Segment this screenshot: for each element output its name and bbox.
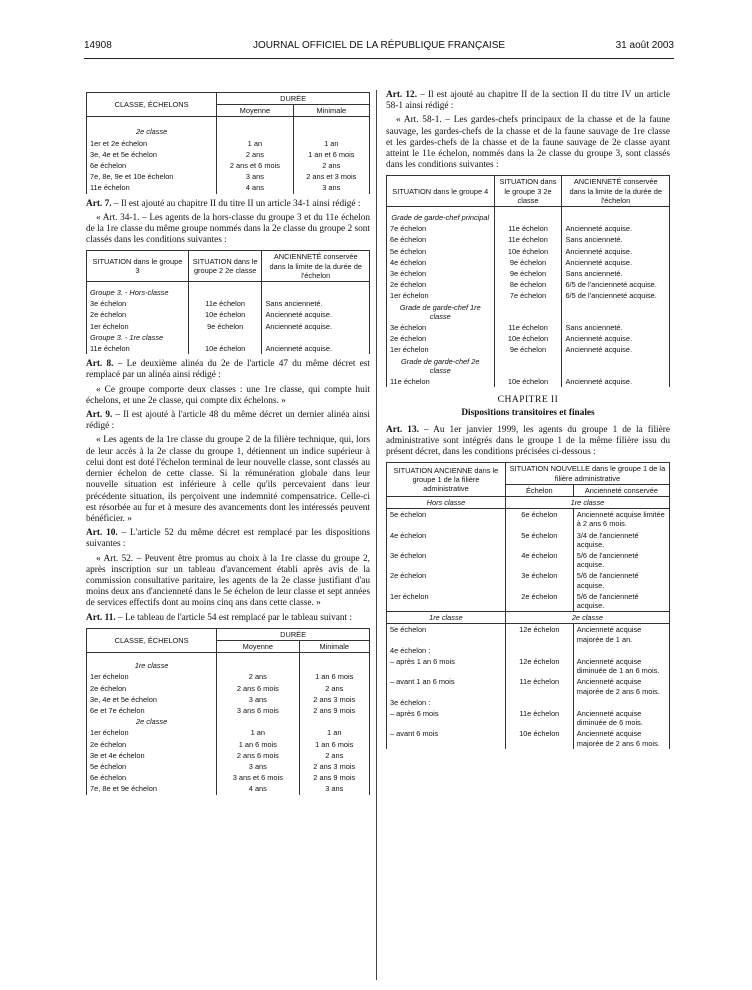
table-row: [387, 624, 670, 645]
th-classe: CLASSE, ÉCHELONS: [87, 628, 217, 652]
table-cell: 2e échelon: [387, 279, 495, 290]
table-cell: Ancienneté acquise majorée de 2 ans 6 mois.: [573, 728, 669, 748]
table-cell: Ancienneté acquise.: [262, 309, 370, 320]
table-cell: [573, 645, 669, 656]
table-cell: Sans ancienneté.: [562, 268, 670, 279]
table-cell: 2 ans 3 mois: [299, 761, 370, 772]
table-cell: 5/6 de l'ancienneté acquise.: [573, 591, 669, 612]
table-cell: Ancienneté acquise.: [562, 257, 670, 268]
group-label: 2e classe: [87, 117, 217, 138]
th-situation-ancienne: SITUATION ANCIENNE dans le groupe 1 de la filière administrative: [387, 463, 506, 497]
table-row: [87, 343, 370, 354]
table-cell: 1 an: [299, 727, 370, 738]
table-cell: 4e échelon: [387, 530, 506, 550]
table-row: [387, 344, 670, 355]
table-cell: Ancienneté acquise limitée à 2 ans 6 mois.: [573, 509, 669, 530]
table-row: [87, 761, 370, 772]
group-label: Grade de garde-chef principal: [387, 207, 495, 224]
th-classe: CLASSE, ÉCHELONS: [87, 93, 217, 117]
th-moyenne: Moyenne: [217, 105, 293, 117]
table-row: [387, 697, 670, 708]
table-cell: 7e échelon: [387, 223, 495, 234]
chapter-title: Dispositions transitoires et finales: [461, 408, 595, 419]
table-row: [387, 376, 670, 387]
issue-date: 31 août 2003: [615, 40, 674, 51]
table-cell: 10e échelon: [505, 728, 573, 748]
table-cell: 3 ans: [217, 694, 299, 705]
table-cell: 3e échelon: [387, 322, 495, 333]
table-cell: 4 ans: [217, 783, 299, 794]
th-moyenne: Moyenne: [217, 640, 299, 652]
table-cell: 1er échelon: [87, 727, 217, 738]
table-cell: 5e échelon: [87, 761, 217, 772]
table-cell: 10e échelon: [494, 333, 562, 344]
table-row: [387, 570, 670, 590]
table-cell: 2e échelon: [87, 739, 217, 750]
th-anciennete: Ancienneté conservée: [573, 484, 669, 496]
table-row: [87, 671, 370, 682]
table-row: [87, 705, 370, 716]
table-cell: 9e échelon: [494, 257, 562, 268]
table-cell: Ancienneté acquise diminuée de 6 mois.: [573, 708, 669, 728]
table-cell: 2 ans 6 mois: [217, 683, 299, 694]
table-cell: 3 ans 6 mois: [217, 705, 299, 716]
table-cell: 6/5 de l'ancienneté acquise.: [562, 290, 670, 301]
table-cell: 1er et 2e échelon: [87, 138, 217, 149]
table-row: [387, 708, 670, 728]
table-cell: 11e échelon: [387, 376, 495, 387]
group-label: 2e classe: [505, 612, 669, 624]
table-row: [87, 321, 370, 332]
table-cell: Ancienneté acquise diminuée de 1 an 6 mois.: [573, 656, 669, 676]
table-cell: 2 ans 9 mois: [299, 705, 370, 716]
table-cell: 8e échelon: [494, 279, 562, 290]
table-cell: 11e échelon: [494, 223, 562, 234]
group-label: Hors classe: [387, 496, 506, 508]
art52-text: « Art. 52. – Peuvent être promus au choix à la 1re classe du groupe 2, après inscription sur un tableau d'avancement établi après avis de la commission consultative paritaire, les agents de la 2e classe justifiant d'au moins deux ans d'ancienneté dans le 5e échelon de leur classe et sept années de services effectifs dont au moins cinq ans dans cette classe. »: [86, 553, 370, 609]
table-row: [87, 138, 370, 149]
table-cell: Sans ancienneté.: [262, 298, 370, 309]
art12-text: – Il est ajouté au chapitre II de la section II du titre IV un article 58-1 ainsi rédigé :: [386, 90, 670, 112]
table-cell: 7e, 8e et 9e échelon: [87, 783, 217, 794]
art13-text: – Au 1er janvier 1999, les agents du groupe 1 de la filière administrative sont intégrés dans le groupe 1 de la même filière issu du présent décret, dans les conditions précisées ci-dessous :: [386, 424, 670, 458]
table-cell: Ancienneté acquise.: [562, 376, 670, 387]
table-cell: 3/4 de l'ancienneté acquise.: [573, 530, 669, 550]
table-row: [87, 739, 370, 750]
group-label: Groupe 3. - Hors-classe: [87, 282, 189, 299]
th-situation-g2: SITUATION dans le groupe 2 2e classe: [188, 251, 262, 282]
th-echelon: Échelon: [505, 484, 573, 496]
table-cell: 1 an 6 mois: [299, 739, 370, 750]
table-cell: 7e échelon: [494, 290, 562, 301]
table-cell: [505, 697, 573, 708]
table-row: [87, 171, 370, 182]
table-cell: [505, 645, 573, 656]
table-cell: 2 ans: [217, 671, 299, 682]
table-cell: 1 an: [217, 138, 293, 149]
table-cell: 5e échelon: [387, 246, 495, 257]
table-cell: 3 ans: [217, 171, 293, 182]
table-cell: 11e échelon: [188, 298, 262, 309]
table-cell: 3 ans: [299, 783, 370, 794]
table-cell: 6e échelon: [87, 772, 217, 783]
table-cell: 1 an: [293, 138, 369, 149]
table-cell: 7e, 8e, 9e et 10e échelon: [87, 171, 217, 182]
table-cell: 11e échelon: [505, 676, 573, 696]
table-row: [87, 309, 370, 320]
th-situation-nouvelle: SITUATION NOUVELLE dans le groupe 1 de la filière administrative: [505, 463, 669, 484]
table-row: [87, 694, 370, 705]
th-duree: DURÉE: [217, 628, 370, 640]
table-cell: Sans ancienneté.: [562, 234, 670, 245]
table-row: [387, 656, 670, 676]
table-cell: Sans ancienneté.: [562, 322, 670, 333]
table-cell: 2 ans: [293, 160, 369, 171]
table-cell: 3e et 4e échelon: [87, 750, 217, 761]
group-label: Grade de garde-chef 2e classe: [387, 356, 495, 376]
table-cell: 3e échelon: [87, 298, 189, 309]
table-integration: [386, 462, 670, 748]
table-cell: 6e échelon: [505, 509, 573, 530]
table-cell: 1er échelon: [87, 671, 217, 682]
table-row: [387, 333, 670, 344]
table-cell: 9e échelon: [494, 268, 562, 279]
table-duree-2: [86, 628, 370, 795]
art9-title: Art. 9.: [86, 410, 113, 421]
table-cell: 1er échelon: [387, 290, 495, 301]
table-cell: – après 1 an 6 mois: [387, 656, 506, 676]
th-situation-g3: SITUATION dans le groupe 3 2e classe: [494, 176, 562, 207]
group-label: Groupe 3. - 1re classe: [87, 332, 189, 343]
table-row: [87, 772, 370, 783]
table-row: [387, 223, 670, 234]
table-cell: Ancienneté acquise.: [562, 344, 670, 355]
art10-text: – L'article 52 du même décret est remplacé par les dispositions suivantes :: [86, 528, 370, 550]
table-cell: 3e échelon: [387, 550, 506, 570]
table-duree-1: [86, 92, 370, 194]
table-row: [387, 509, 670, 530]
group-label: 1re classe: [505, 496, 669, 508]
table-cell: 6e échelon: [387, 234, 495, 245]
th-minimale: Minimale: [299, 640, 370, 652]
table-cell: 10e échelon: [494, 376, 562, 387]
table-row: [87, 783, 370, 794]
table-cell: 1 an 6 mois: [299, 671, 370, 682]
table-cell: 2 ans et 3 mois: [293, 171, 369, 182]
table-cell: 11e échelon: [494, 322, 562, 333]
table-cell: Ancienneté acquise majorée de 2 ans 6 mois.: [573, 676, 669, 696]
table-cell: 3e, 4e et 5e échelon: [87, 694, 217, 705]
table-cell: 2e échelon: [87, 309, 189, 320]
table-cell: 1 an et 6 mois: [293, 149, 369, 160]
table-cell: 3 ans et 6 mois: [217, 772, 299, 783]
art58-1-text: « Art. 58-1. – Les gardes-chefs principaux de la chasse et de la faune sauvage, les gardes-chefs de la chasse et de la faune sauvage de 1re classe et les gardes-chefs de la chasse et de la faune sauvage de 2e classe ayant atteint le 11e échelon, nommés dans la 2e classe du groupe 3, sont classés dans les conditions suivantes :: [386, 115, 670, 171]
table-classement-groupe3: [86, 250, 370, 354]
table-cell: – avant 6 mois: [387, 728, 506, 748]
art8-title: Art. 8.: [86, 359, 114, 370]
table-cell: 1 an 6 mois: [217, 739, 299, 750]
table-row: [87, 727, 370, 738]
table-cell: 10e échelon: [494, 246, 562, 257]
table-cell: – avant 1 an 6 mois: [387, 676, 506, 696]
table-cell: Ancienneté acquise.: [262, 321, 370, 332]
table-cell: 11e échelon: [505, 708, 573, 728]
table-cell: Ancienneté acquise majorée de 1 an.: [573, 624, 669, 645]
table-cell: 4e échelon: [505, 550, 573, 570]
table-cell: 6/5 de l'ancienneté acquise.: [562, 279, 670, 290]
table-cell: 12e échelon: [505, 656, 573, 676]
table-row: [387, 645, 670, 656]
table-cell: [573, 697, 669, 708]
left-column: [86, 86, 370, 800]
table-cell: 6e et 7e échelon: [87, 705, 217, 716]
table-row: [387, 676, 670, 696]
table-cell: 10e échelon: [188, 309, 262, 320]
table-cell: 1er échelon: [387, 344, 495, 355]
art8-text: – Le deuxième alinéa du 2e de l'article 47 du même décret est remplacé par un alinéa ainsi rédigé :: [86, 359, 370, 381]
journal-title: JOURNAL OFFICIEL DE LA RÉPUBLIQUE FRANÇAISE: [252, 40, 506, 51]
table-row: [387, 234, 670, 245]
group-label: Grade de garde-chef 1re classe: [387, 302, 495, 322]
table-cell: 2 ans: [217, 149, 293, 160]
table-row: [87, 149, 370, 160]
th-anciennete: ANCIENNETÉ conservée dans la limite de la durée de l'échelon: [262, 251, 370, 282]
table-cell: 9e échelon: [494, 344, 562, 355]
table-cell: 3e échelon: [387, 268, 495, 279]
table-cell: 5e échelon: [387, 509, 506, 530]
art7-title: Art. 7.: [86, 198, 112, 209]
column-divider: [376, 90, 377, 980]
group-label: 1re classe: [87, 653, 217, 672]
table-row: [387, 257, 670, 268]
table-row: [387, 268, 670, 279]
table-cell: 2 ans: [299, 750, 370, 761]
art11-text: – Le tableau de l'article 54 est remplacé par le tableau suivant :: [118, 612, 353, 623]
table-cell: Ancienneté acquise.: [562, 223, 670, 234]
art13-title: Art. 13.: [386, 424, 419, 435]
table-cell: 5/6 de l'ancienneté acquise.: [573, 570, 669, 590]
table-cell: 11e échelon: [87, 182, 217, 193]
table-cell: 1er échelon: [87, 321, 189, 332]
table-cell: 2 ans 3 mois: [299, 694, 370, 705]
right-column: [386, 90, 670, 754]
th-duree: DURÉE: [217, 93, 370, 105]
table-cell: 2e échelon: [505, 591, 573, 612]
table-cell: 4e échelon: [387, 257, 495, 268]
table-cell: 1er échelon: [387, 591, 506, 612]
table-cell: 5/6 de l'ancienneté acquise.: [573, 550, 669, 570]
table-cell: 6e échelon: [87, 160, 217, 171]
table-cell: 2 ans 9 mois: [299, 772, 370, 783]
table-cell: 11e échelon: [494, 234, 562, 245]
table-row: [87, 182, 370, 193]
th-situation-g3: SITUATION dans le groupe 3: [87, 251, 189, 282]
table-cell: 3e échelon: [505, 570, 573, 590]
table-cell: 3e, 4e et 5e échelon: [87, 149, 217, 160]
art12-title: Art. 12.: [386, 90, 418, 100]
table-row: [387, 246, 670, 257]
table-cell: 5e échelon: [505, 530, 573, 550]
table-row: [387, 550, 670, 570]
table-cell: 9e échelon: [188, 321, 262, 332]
table-cell: 3e échelon :: [387, 697, 506, 708]
art7-text: – Il est ajouté au chapitre II du titre II un article 34-1 ainsi rédigé :: [113, 198, 361, 209]
table-cell: 2 ans: [299, 683, 370, 694]
table-row: [387, 290, 670, 301]
table-row: [387, 591, 670, 612]
table-cell: 1 an: [217, 727, 299, 738]
art9-quote: « Les agents de la 1re classe du groupe 2 de la filière technique, qui, lors de leur accès à la 2e classe du groupe 1, détiennent un indice supérieur à celui dont est doté l'échelon terminal de leur nouvelle classe, sont classés au dernier échelon de cette classe. Si la rémunération globale dans leur nouvelle situation est inférieure à celle qu'ils percevaient dans leur précédente situation, ils perçoivent une indemnité compensatrice. Celle-ci est résorbée au fur et à mesure des avancements dont les intéressés peuvent bénéficier. »: [86, 435, 370, 524]
art10-title: Art. 10.: [86, 528, 118, 539]
table-cell: 12e échelon: [505, 624, 573, 645]
table-cell: – après 6 mois: [387, 708, 506, 728]
table-cell: 5e échelon: [387, 624, 506, 645]
table-cell: 4 ans: [217, 182, 293, 193]
table-cell: 2e échelon: [87, 683, 217, 694]
table-row: [87, 683, 370, 694]
table-cell: 4e échelon :: [387, 645, 506, 656]
table-cell: Ancienneté acquise.: [262, 343, 370, 354]
art8-quote: « Ce groupe comporte deux classes : une 1re classe, qui compte huit échelons, et une 2e classe, qui compte dix échelons. »: [86, 384, 370, 406]
page-header: [84, 40, 674, 56]
table-row: [387, 279, 670, 290]
art11-title: Art. 11.: [86, 612, 116, 623]
table-cell: 2 ans 6 mois: [217, 750, 299, 761]
art34-1-text: « Art. 34-1. – Les agents de la hors-classe du groupe 3 et du 11e échelon de la 1re classe du même groupe nommés dans la 2e classe du groupe 2 sont classés dans les conditions suivantes :: [86, 212, 370, 246]
art9-text: – Il est ajouté à l'article 48 du même décret un dernier alinéa ainsi rédigé :: [86, 410, 370, 432]
table-row: [87, 750, 370, 761]
group-label: 1re classe: [387, 612, 506, 624]
table-cell: 10e échelon: [188, 343, 262, 354]
table-cell: 3 ans: [293, 182, 369, 193]
th-anciennete: ANCIENNETÉ conservée dans la limite de la durée de l'échelon: [562, 176, 670, 207]
header-rule: [84, 58, 674, 59]
th-minimale: Minimale: [293, 105, 369, 117]
table-row: [87, 160, 370, 171]
table-cell: Ancienneté acquise.: [562, 333, 670, 344]
table-row: [387, 322, 670, 333]
table-cell: 2 ans et 6 mois: [217, 160, 293, 171]
table-row: [87, 298, 370, 309]
table-cell: 2e échelon: [387, 333, 495, 344]
table-gardes-chefs: [386, 175, 670, 387]
chapter-label: CHAPITRE II: [497, 395, 559, 406]
table-cell: 3 ans: [217, 761, 299, 772]
table-cell: 2e échelon: [387, 570, 506, 590]
page-number: 14908: [84, 40, 112, 51]
table-cell: 11e échelon: [87, 343, 189, 354]
th-situation-g4: SITUATION dans le groupe 4: [387, 176, 495, 207]
table-row: [387, 728, 670, 748]
table-row: [387, 530, 670, 550]
table-cell: Ancienneté acquise.: [562, 246, 670, 257]
group-label: 2e classe: [87, 716, 217, 727]
